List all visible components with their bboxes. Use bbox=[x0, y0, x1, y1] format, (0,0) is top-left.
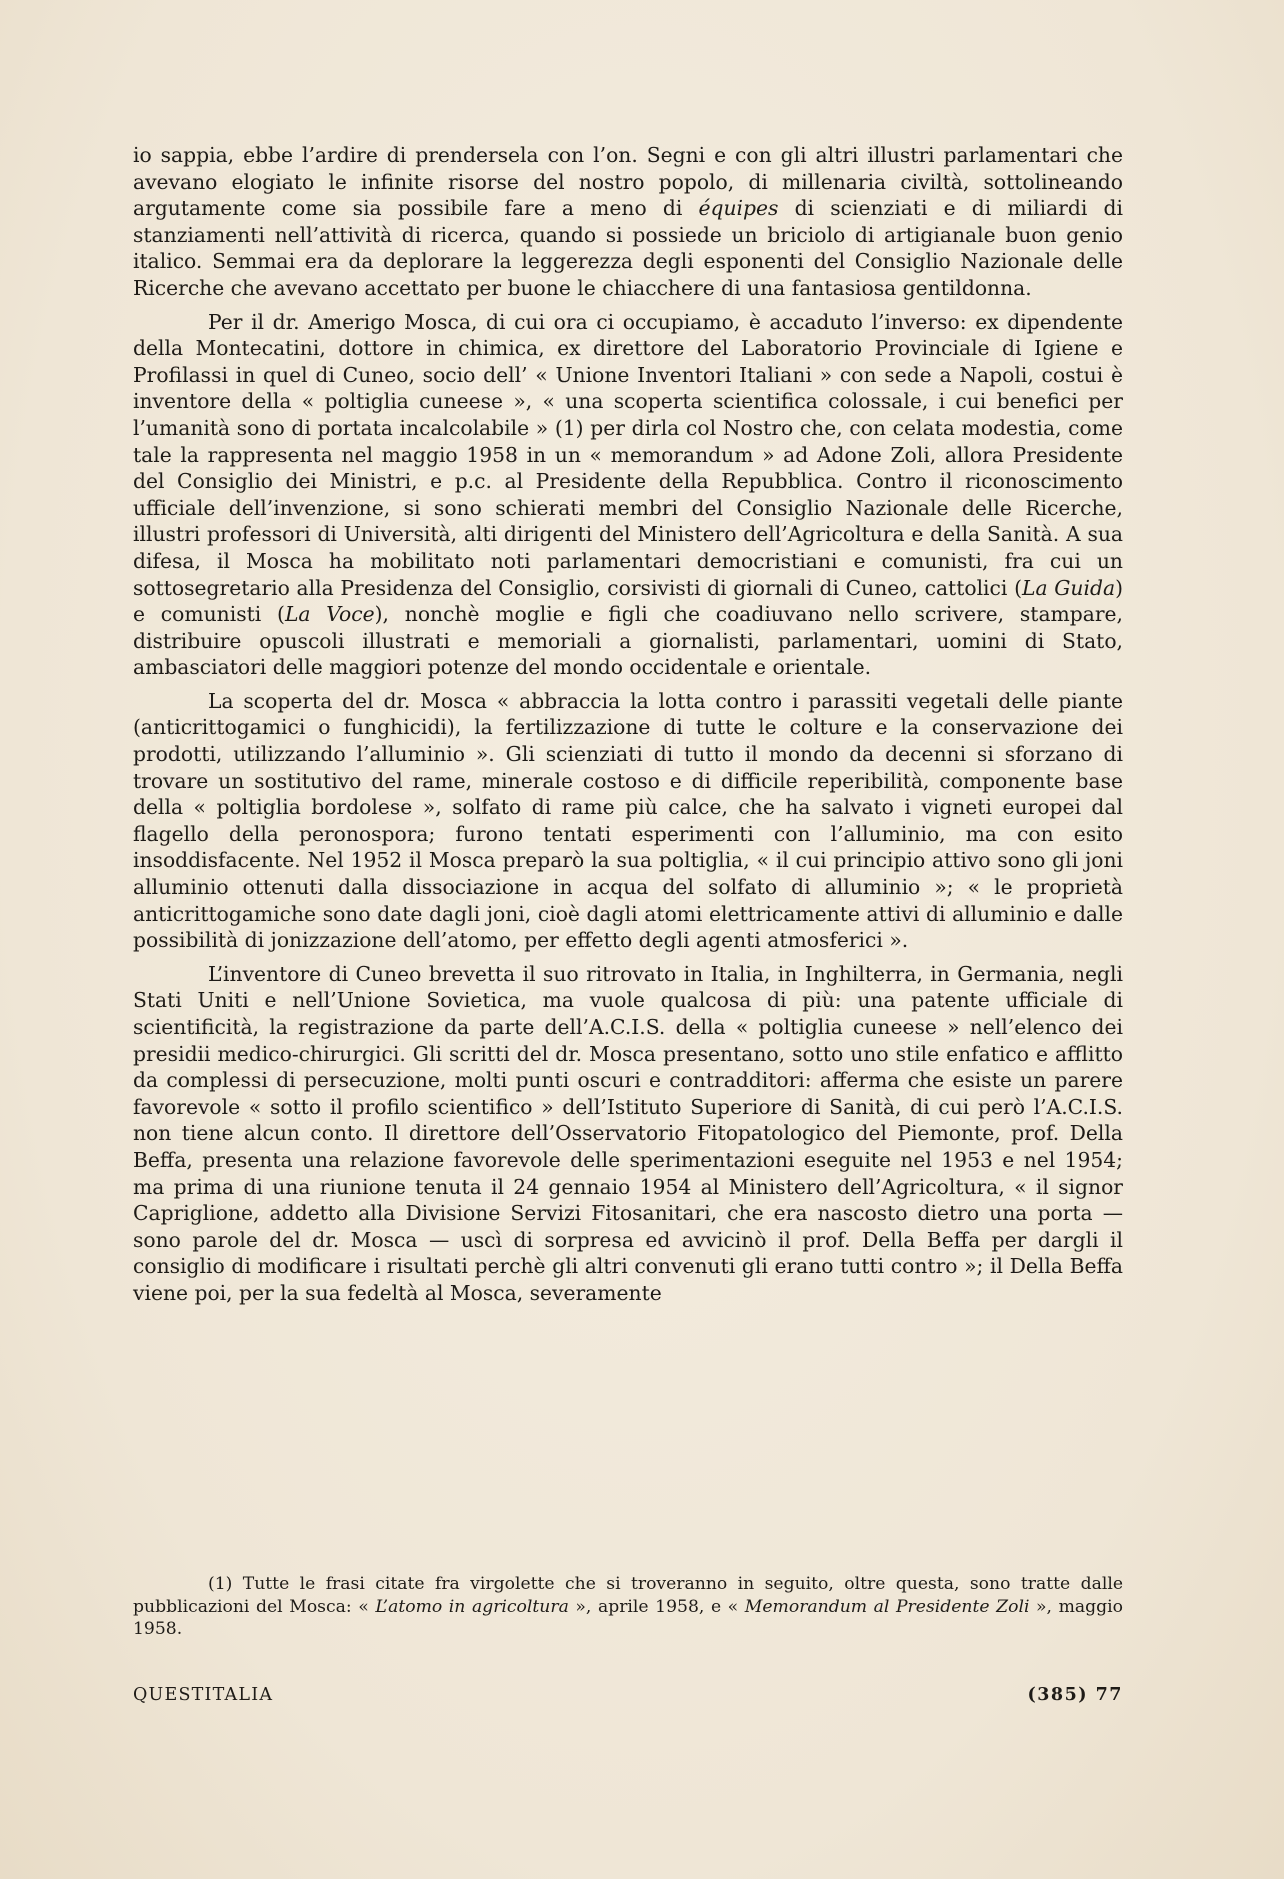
text-span: L’inventore di Cuneo brevetta il suo ritrovato in Italia, in Inghilterra, in Germania, negli Stati Uniti e nell’Unione Sovietica, ma vuole qualcosa di più: una patente ufficiale di scientificità, la registrazione da parte dell’A.C.I.S. della « poltiglia cuneese » nell’elenco dei presidii medico-chirurgici. Gli scritti del dr. Mosca presentano, sotto uno stile enfatico e afflitto da complessi di persecuzione, molti punti oscuri e contradditori: afferma che esiste un parere favorevole « sotto il profilo scientifico » dell’Istituto Superiore di Sanità, di cui però l’A.C.I.S. non tiene alcun conto. Il direttore dell’Osservatorio Fitopatologico del Piemonte, prof. Della Beffa, presenta una relazione favorevole delle sperimentazioni eseguite nel 1953 e nel 1954; ma prima di una riunione tenuta il 24 gennaio 1954 al Ministero dell’Agricoltura, « il signor Capriglione, addetto alla Divisione Servizi Fitosanitari, che era nascosto dietro una porta — sono parole del dr. Mosca — uscì di sorpresa ed avvicinò il prof. Della Beffa per dargli il consiglio di modificare i risultati perchè gli altri convenuti gli erano tutti contro »; il Della Beffa viene poi, per la sua fedeltà al Mosca, severamente bbox=[133, 961, 1123, 1305]
paragraph-3 bbox=[133, 688, 1123, 954]
text-span: ), nonchè moglie e figli che coadiuvano nello scrivere, stampare, distribuire opuscoli illustrati e memoriali a giornalisti, parlamentari, uomini di Stato, ambasciatori delle maggiori potenze del mondo occidentale e orientale. bbox=[133, 602, 1123, 680]
journal-name: QUESTITALIA bbox=[133, 1685, 274, 1705]
text-span: di scienziati e di miliardi di stanziamenti nell’attività di ricerca, quando si possiede un briciolo di artigianale buon genio italico. Semmai era da deplorare la leggerezza degli esponenti del Consiglio Nazionale delle Ricerche che avevano accettato per buone le chiacchere di una fantasiosa gentildonna. bbox=[133, 196, 1123, 300]
footnotes bbox=[133, 1573, 1123, 1641]
text-span: ) e comunisti ( bbox=[133, 575, 1123, 627]
footnote-span-italic: Memorandum al Presidente Zoli bbox=[744, 1596, 1030, 1617]
page-number: (385) 77 bbox=[1027, 1685, 1123, 1705]
paragraph-4 bbox=[133, 961, 1123, 1307]
text-span: La scoperta del dr. Mosca « abbraccia la lotta contro i parassiti vegetali delle piante (anticrittogamici o funghicidi), la fertilizzazione di tutte le colture e la conservazione dei prodotti, utilizzando l’alluminio ». Gli scienziati di tutto il mondo da decenni si sforzano di trovare un sostitutivo del rame, minerale costoso e di difficile reperibilità, componente base della « poltiglia bordolese », solfato di rame più calce, che ha salvato i vigneti europei dal flagello della peronospora; furono tentati esperimenti con l’alluminio, ma con esito insoddisfacente. Nel 1952 il Mosca preparò la sua poltiglia, « il cui principio attivo sono gli joni alluminio ottenuti dalla dissociazione in acqua del solfato di alluminio »; « le proprietà anticrittogamiche sono date dagli joni, cioè dagli atomi elettricamente attivi di alluminio e dalle possibilità di jonizzazione dell’atomo, per effetto degli agenti atmosferici ». bbox=[133, 688, 1123, 953]
footnote-span: », maggio 1958. bbox=[133, 1596, 1123, 1639]
page-footer bbox=[133, 1685, 1123, 1705]
paragraph-1 bbox=[133, 142, 1123, 302]
footnote-span: (1) Tutte le frasi citate fra virgolette che si troveranno in seguito, oltre questa, sono tratte dalle pubblicazioni del Mosca: « bbox=[133, 1574, 1123, 1617]
text-span: Per il dr. Amerigo Mosca, di cui ora ci occupiamo, è accaduto l’inverso: ex dipendente della Montecatini, dottore in chimica, ex direttore del Laboratorio Provinciale di Igiene e Profilassi in quel di Cuneo, socio dell’ « Unione Inventori Italiani » con sede a Napoli, costui è inventore della « poltiglia cuneese », « una scoperta scientifica colossale, i cui benefici per l’umanità sono di portata incalcolabile » (1) per dirla col Nostro che, con celata modestia, come tale la rappresenta nel maggio 1958 in un « memorandum » ad Adone Zoli, allora Presidente del Consiglio dei Ministri, e p.c. al Presidente della Repubblica. Contro il riconoscimento ufficiale dell’invenzione, si sono schierati membri del Consiglio Nazionale delle Ricerche, illustri professori di Università, alti dirigenti del Ministero dell’Agricoltura e della Sanità. A sua difesa, il Mosca ha mobilitato noti parlamentari democristiani e comunisti, fra cui un sottosegretario alla Presidenza del Consiglio, corsivisti di giornali di Cuneo, cattolici ( bbox=[133, 309, 1123, 600]
text-span: io sappia, ebbe l’ardire di prendersela con l’on. Segni e con gli altri illustri parlamentari che avevano elogiato le infinite risorse del nostro popolo, di millenaria civiltà, sottolineando argutamente come sia possibile fare a meno di bbox=[133, 143, 1123, 221]
footnote-1 bbox=[133, 1573, 1123, 1641]
article-body bbox=[133, 142, 1123, 1307]
text-span-italic: La Voce bbox=[284, 602, 375, 627]
footnote-span: », aprile 1958, e « bbox=[568, 1596, 745, 1617]
paragraph-2 bbox=[133, 309, 1123, 681]
footnote-span-italic: L’atomo in agricoltura bbox=[375, 1596, 569, 1617]
text-span-italic: équipes bbox=[698, 196, 779, 221]
text-span-italic: La Guida bbox=[1021, 575, 1116, 600]
